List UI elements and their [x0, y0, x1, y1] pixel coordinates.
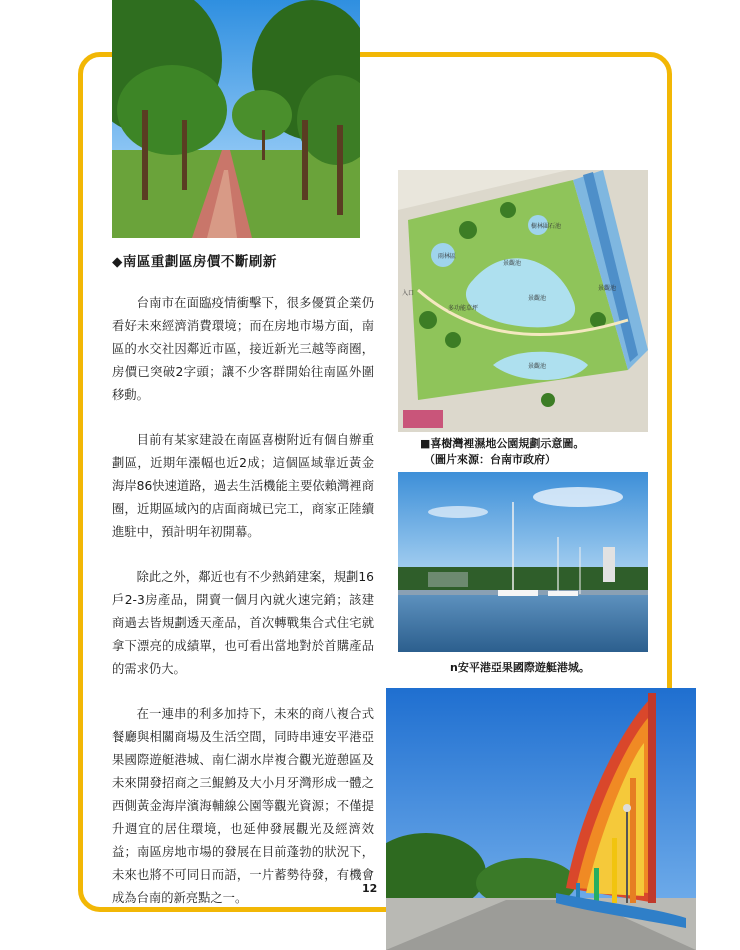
map-caption-line1: ■喜樹灣裡濕地公園規劃示意圖。 — [420, 437, 585, 450]
map-label-f: 景觀池 — [598, 285, 617, 292]
map-label-d: 景觀池 — [528, 295, 547, 302]
map-label-b: 雨林區 — [438, 253, 457, 260]
paragraph-2: 目前有某家建設在南區喜樹附近有個自辦重劃區，近期年漲幅也近2成；這個區域靠近黃金海岸86快速道路，過去生活機能主要依賴灣裡商圈，近期區域內的店面商城已完工，商家正陸續進駐中，預計明年初開幕。 — [112, 433, 374, 539]
map-label-h: 入口 — [402, 290, 415, 297]
paragraph-4: 在一連串的利多加持下，未來的商八複合式餐廳與相關商場及生活空間，同時串連安平港亞果國際遊艇港城、南仁湖水岸複合觀光遊憩區及未來開發招商之三鯤鯓及大小月牙灣形成一體之西側黃金海岸濱海輔線公園等觀光資源；不僅提升週宜的居住環境，也延伸發展觀光及經濟效益；南區房地市場的發展在目前蓬勃的狀況下，未來也將不可同日而語，一片蓄勢待發，有機會成為台南的新亮點之一。 — [112, 707, 374, 905]
map-label-a: 樹林圍石池 — [531, 223, 562, 230]
sculpture-photo — [386, 688, 696, 950]
harbor-caption: n安平港亞果國際遊艇港城。 — [450, 661, 590, 674]
paragraph-1: 台南市在面臨疫情衝擊下，很多優質企業仍看好未來經濟消費環境；而在房地市場方面，南區的水交社因鄰近市區，接近新光三越等商圈，房價已突破2字頭；讓不少客群開始往南區外圍移動。 — [112, 296, 374, 402]
map-caption — [420, 436, 650, 468]
map-label-c: 景觀池 — [503, 260, 522, 267]
page-number: 12 — [362, 882, 378, 895]
map-label-g: 多功能草坪 — [448, 305, 479, 312]
park-plan-map — [398, 170, 648, 432]
section-heading: ◆南區重劃區房價不斷刷新 — [112, 254, 277, 270]
harbor-photo — [398, 472, 648, 652]
article-body — [112, 292, 374, 932]
map-label-e: 景觀池 — [528, 363, 547, 370]
tree-path-photo — [112, 0, 360, 238]
map-caption-source: （圖片來源：台南市政府） — [424, 453, 556, 466]
paragraph-3: 除此之外，鄰近也有不少熱銷建案，規劃16戶2-3房產品，開賣一個月內就火速完銷；該建商過去皆規劃透天產品，首次轉戰集合式住宅就拿下漂亮的成績單，也可看出當地對於首購產品的需求仍大。 — [112, 570, 374, 676]
